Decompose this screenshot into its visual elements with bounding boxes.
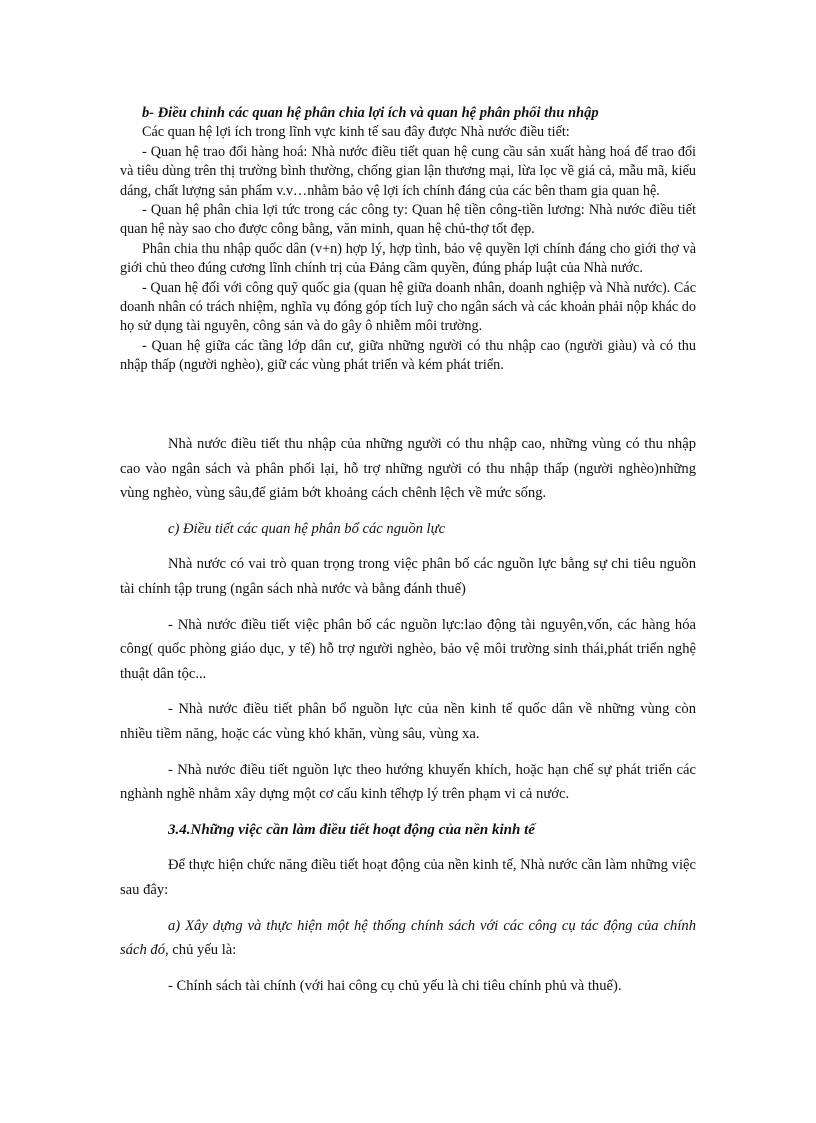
section-b-item: - Quan hệ trao đổi hàng hoá: Nhà nước điều tiết quan hệ cung cầu sản xuất hàng hoá để trao đổi và tiêu dùng trên thị trường bình thường, chống gian lận thương mại, lừa lọc về giá cả, mẫu mã, kiểu dáng, chất lượng sản phẩm v.v…nhằm bảo vệ lợi ích chính đáng của các bên tham gia quan hệ. xyxy=(120,143,696,199)
section-b-item: Phân chia thu nhập quốc dân (v+n) hợp lý, hợp tình, bảo vệ quyền lợi chính đáng cho giới thợ và giới chủ theo đúng cương lĩnh chính trị của Đảng cầm quyền, đúng pháp luật của Nhà nước. xyxy=(120,240,696,277)
section-34-heading: 3.4.Những việc cần làm điều tiết hoạt động của nền kinh tế xyxy=(168,821,535,838)
section-34-sub-a xyxy=(120,914,696,963)
section-c-item: - Nhà nước điều tiết nguồn lực theo hướng khuyến khích, hoặc hạn chế sự phát triển các nghành nghề nhằm xây dựng một cơ cấu kinh tếhợp lý trên phạm vi cả nước. xyxy=(120,761,696,803)
section-b-item: - Quan hệ phân chia lợi tức trong các công ty: Quan hệ tiền công-tiền lương: Nhà nước điều tiết quan hệ này sao cho được công bằng, văn minh, quan hệ chủ-thợ tốt đẹp. xyxy=(120,202,696,238)
sub-a-rest: , chủ yếu là: xyxy=(165,942,237,959)
section-b-item: - Quan hệ giữa các tầng lớp dân cư, giữa những người có thu nhập cao (người giàu) và có thu nhập thấp (người nghèo), giữ các vùng phát triển và kém phát triển. xyxy=(120,337,696,374)
section-34-intro: Để thực hiện chức năng điều tiết hoạt động của nền kinh tế, Nhà nước cần làm những việc sau đây: xyxy=(120,857,696,898)
section-34-item: - Chính sách tài chính (với hai công cụ chủ yếu là chi tiêu chính phủ và thuế). xyxy=(168,977,622,994)
section-c-heading: c) Điều tiết các quan hệ phân bổ các nguồn lực xyxy=(168,520,446,537)
section-c-item: - Nhà nước điều tiết phân bổ nguồn lực của nền kinh tế quốc dân về những vùng còn nhiều tiềm năng, hoặc các vùng khó khăn, vùng sâu, vùng xa. xyxy=(120,701,696,742)
section-b-heading: b- Điều chỉnh các quan hệ phân chia lợi ích và quan hệ phân phối thu nhập xyxy=(142,105,599,121)
section-b-item: - Quan hệ đối với công quỹ quốc gia (quan hệ giữa doanh nhân, doanh nghiệp và Nhà nước). Các doanh nhân có trách nhiệm, nghĩa vụ đóng góp tích luỹ cho ngân sách và các khoản phải nộp khác do họ sử dụng tài nguyên, công sản và do gây ô nhiễm môi trường. xyxy=(120,279,696,335)
section-c-item: - Nhà nước điều tiết việc phân bố các nguồn lực:lao động tài nguyên,vốn, các hàng hóa công( quốc phòng giáo dục, y tế) hỗ trợ người nghèo, bảo vệ môi trường sinh thái,phát triển nghệ thuật dân tộc... xyxy=(120,616,696,682)
section-b xyxy=(120,104,696,376)
section-main xyxy=(120,432,696,1009)
section-b-intro: Các quan hệ lợi ích trong lĩnh vực kinh tế sau đây được Nhà nước điều tiết: xyxy=(142,124,570,141)
income-paragraph: Nhà nước điều tiết thu nhập của những người có thu nhập cao, những vùng có thu nhập cao vào ngân sách và phân phối lại, hỗ trợ những người có thu nhập thấp (người nghèo)những vùng nghèo, vùng sâu,để giảm bớt khoảng cách chênh lệch về mức sống. xyxy=(120,436,696,502)
sub-a-italic: a) Xây dựng và thực hiện một hệ thống chính sách với các công cụ tác động của chính sách đó xyxy=(120,917,696,959)
section-c-intro: Nhà nước có vai trò quan trọng trong việc phân bố các nguồn lực bằng sự chi tiêu nguồn tài chính tập trung (ngân sách nhà nước và bằng đánh thuế) xyxy=(120,556,696,597)
